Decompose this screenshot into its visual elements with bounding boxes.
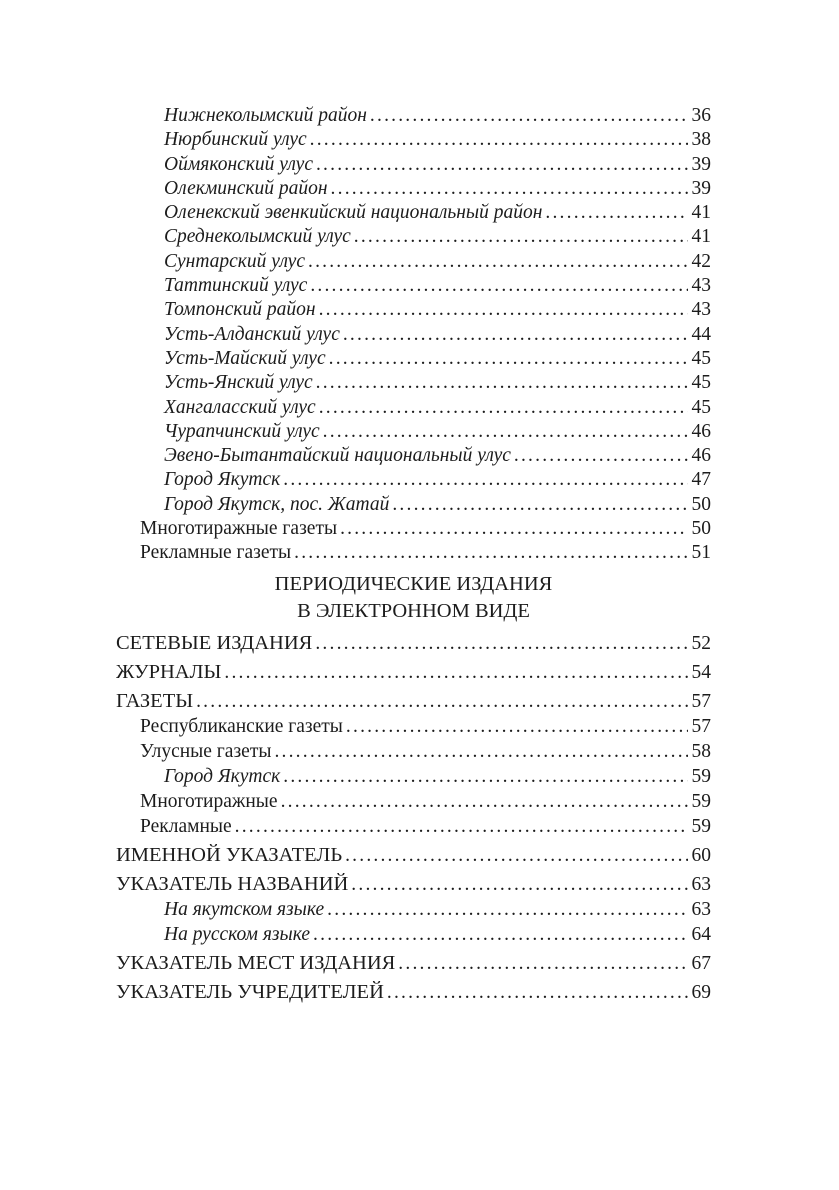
dot-leader bbox=[354, 225, 688, 249]
dot-leader bbox=[323, 420, 688, 444]
toc-entry-label: ЖУРНАЛЫ bbox=[116, 660, 222, 683]
dot-leader bbox=[370, 104, 688, 128]
dot-leader bbox=[340, 517, 687, 541]
toc-entry-page-number: 52 bbox=[691, 632, 711, 654]
toc-entry-page-number: 54 bbox=[691, 661, 711, 683]
dot-leader bbox=[545, 201, 687, 225]
toc-entry-label: Многотиражные bbox=[140, 790, 278, 812]
toc-entry-label: Город Якутск, пос. Жатай bbox=[164, 493, 390, 515]
dot-leader bbox=[310, 274, 687, 298]
toc-entry-page-number: 50 bbox=[691, 518, 711, 540]
toc-entry-label: На якутском языке bbox=[164, 898, 325, 920]
toc-entry bbox=[116, 444, 711, 468]
toc-entry bbox=[116, 493, 711, 517]
toc-entry bbox=[116, 814, 711, 839]
dot-leader bbox=[310, 128, 688, 152]
dot-leader bbox=[329, 347, 688, 371]
section-heading-line1: ПЕРИОДИЧЕСКИЕ ИЗДАНИЯ bbox=[274, 572, 553, 595]
toc-entry-label: Многотиражные газеты bbox=[140, 518, 338, 540]
toc-entry bbox=[116, 980, 711, 1005]
toc-entry-page-number: 50 bbox=[691, 493, 711, 515]
toc-entry-page-number: 69 bbox=[691, 981, 711, 1003]
toc-entry-label: Республиканские газеты bbox=[140, 715, 343, 737]
dot-leader bbox=[224, 660, 687, 685]
toc-entry bbox=[116, 843, 711, 868]
toc-entry-page-number: 57 bbox=[691, 690, 711, 712]
dot-leader bbox=[345, 843, 687, 868]
dot-leader bbox=[283, 764, 687, 789]
dot-leader bbox=[319, 298, 688, 322]
toc-entry bbox=[116, 323, 711, 347]
dot-leader bbox=[346, 714, 688, 739]
toc-entry bbox=[116, 660, 711, 685]
toc-entry-label: Томпонский район bbox=[164, 299, 316, 321]
dot-leader bbox=[327, 897, 687, 922]
toc-entry bbox=[116, 517, 711, 541]
toc-entry-label: Усть-Майский улус bbox=[164, 347, 326, 369]
toc-entry-label: Хангаласский улус bbox=[164, 396, 316, 418]
toc-entry bbox=[116, 396, 711, 420]
toc-section-print-periodicals bbox=[116, 104, 711, 566]
toc-entry bbox=[116, 739, 711, 764]
toc-entry bbox=[116, 128, 711, 152]
dot-leader bbox=[351, 872, 687, 897]
toc-entry-label: Город Якутск bbox=[164, 469, 281, 491]
toc-entry-label: ГАЗЕТЫ bbox=[116, 689, 194, 712]
toc-entry-label: Улусные газеты bbox=[140, 740, 272, 762]
dot-leader bbox=[196, 689, 687, 714]
toc-entry-page-number: 46 bbox=[691, 420, 711, 442]
toc-entry-page-number: 60 bbox=[691, 844, 711, 866]
toc-entry-page-number: 63 bbox=[691, 898, 711, 920]
toc-entry-label: Оленекский эвенкийский национальный район bbox=[164, 202, 543, 224]
toc-entry bbox=[116, 764, 711, 789]
dot-leader bbox=[316, 153, 688, 177]
section-heading bbox=[116, 571, 711, 625]
toc-entry-page-number: 67 bbox=[691, 952, 711, 974]
toc-section-electronic-periodicals bbox=[116, 631, 711, 1005]
toc-entry-page-number: 51 bbox=[691, 542, 711, 564]
toc-entry-label: Оймяконский улус bbox=[164, 153, 313, 175]
toc-entry-page-number: 64 bbox=[691, 923, 711, 945]
toc-entry-page-number: 42 bbox=[691, 250, 711, 272]
toc-entry-label: Чурапчинский улус bbox=[164, 420, 320, 442]
dot-leader bbox=[313, 922, 687, 947]
toc-entry-label: Олекминский район bbox=[164, 177, 328, 199]
toc-entry bbox=[116, 922, 711, 947]
toc-entry bbox=[116, 347, 711, 371]
toc-entry bbox=[116, 225, 711, 249]
toc-entry-page-number: 45 bbox=[691, 396, 711, 418]
toc-entry bbox=[116, 541, 711, 565]
toc-entry-label: СЕТЕВЫЕ ИЗДАНИЯ bbox=[116, 631, 313, 654]
dot-leader bbox=[343, 323, 688, 347]
toc-entry-page-number: 59 bbox=[691, 790, 711, 812]
toc-entry bbox=[116, 468, 711, 492]
toc-entry-page-number: 57 bbox=[691, 715, 711, 737]
toc-entry-page-number: 45 bbox=[691, 347, 711, 369]
toc-entry-label: На русском языке bbox=[164, 923, 311, 945]
dot-leader bbox=[331, 177, 688, 201]
dot-leader bbox=[514, 444, 688, 468]
dot-leader bbox=[308, 250, 688, 274]
toc-entry-label: ИМЕННОЙ УКАЗАТЕЛЬ bbox=[116, 843, 343, 866]
dot-leader bbox=[398, 951, 687, 976]
dot-leader bbox=[392, 493, 687, 517]
toc-entry-label: Эвено-Бытантайский национальный улус bbox=[164, 445, 511, 467]
toc-entry-page-number: 44 bbox=[691, 323, 711, 345]
toc-entry bbox=[116, 153, 711, 177]
toc-entry bbox=[116, 420, 711, 444]
toc-entry bbox=[116, 689, 711, 714]
dot-leader bbox=[387, 980, 688, 1005]
toc-entry-page-number: 47 bbox=[691, 469, 711, 491]
toc-entry-page-number: 45 bbox=[691, 372, 711, 394]
dot-leader bbox=[316, 371, 688, 395]
toc-entry bbox=[116, 897, 711, 922]
toc-entry bbox=[116, 104, 711, 128]
toc-entry-page-number: 59 bbox=[691, 815, 711, 837]
toc-entry-label: Таттинский улус bbox=[164, 275, 308, 297]
toc-entry-label: УКАЗАТЕЛЬ МЕСТ ИЗДАНИЯ bbox=[116, 951, 396, 974]
dot-leader bbox=[274, 739, 687, 764]
section-heading-line2: В ЭЛЕКТРОННОМ ВИДЕ bbox=[297, 599, 530, 622]
toc-entry bbox=[116, 298, 711, 322]
toc-entry-label: Рекламные bbox=[140, 815, 232, 837]
toc-entry-page-number: 39 bbox=[691, 153, 711, 175]
toc-entry bbox=[116, 201, 711, 225]
toc-entry-page-number: 63 bbox=[691, 873, 711, 895]
toc-entry-label: Нюрбинский улус bbox=[164, 129, 307, 151]
toc-entry-label: УКАЗАТЕЛЬ УЧРЕДИТЕЛЕЙ bbox=[116, 980, 384, 1003]
toc-entry bbox=[116, 177, 711, 201]
toc-entry-label: Усть-Алданский улус bbox=[164, 323, 340, 345]
toc-entry-label: Рекламные газеты bbox=[140, 542, 292, 564]
toc-entry-page-number: 59 bbox=[691, 765, 711, 787]
dot-leader bbox=[235, 814, 688, 839]
toc-entry bbox=[116, 250, 711, 274]
toc-entry-page-number: 41 bbox=[691, 202, 711, 224]
toc-entry-page-number: 36 bbox=[691, 105, 711, 126]
toc-entry bbox=[116, 951, 711, 976]
toc-entry bbox=[116, 371, 711, 395]
dot-leader bbox=[281, 789, 688, 814]
toc-entry-page-number: 38 bbox=[691, 129, 711, 151]
toc-entry-label: Город Якутск bbox=[164, 765, 281, 787]
dot-leader bbox=[319, 396, 688, 420]
toc-entry bbox=[116, 789, 711, 814]
dot-leader bbox=[294, 541, 687, 565]
toc-entry bbox=[116, 872, 711, 897]
toc-entry-page-number: 58 bbox=[691, 740, 711, 762]
toc-entry bbox=[116, 714, 711, 739]
toc-entry-label: УКАЗАТЕЛЬ НАЗВАНИЙ bbox=[116, 872, 349, 895]
toc-entry bbox=[116, 274, 711, 298]
toc-entry-label: Нижнеколымский район bbox=[164, 105, 367, 126]
toc-entry-label: Сунтарский улус bbox=[164, 250, 305, 272]
toc-entry-label: Среднеколымский улус bbox=[164, 226, 351, 248]
toc-entry-page-number: 39 bbox=[691, 177, 711, 199]
toc-entry-page-number: 43 bbox=[691, 275, 711, 297]
toc-entry-page-number: 43 bbox=[691, 299, 711, 321]
toc-entry bbox=[116, 631, 711, 656]
dot-leader bbox=[315, 631, 687, 656]
toc-entry-page-number: 41 bbox=[691, 226, 711, 248]
dot-leader bbox=[283, 468, 687, 492]
toc-entry-page-number: 46 bbox=[691, 445, 711, 467]
toc-entry-label: Усть-Янский улус bbox=[164, 372, 313, 394]
